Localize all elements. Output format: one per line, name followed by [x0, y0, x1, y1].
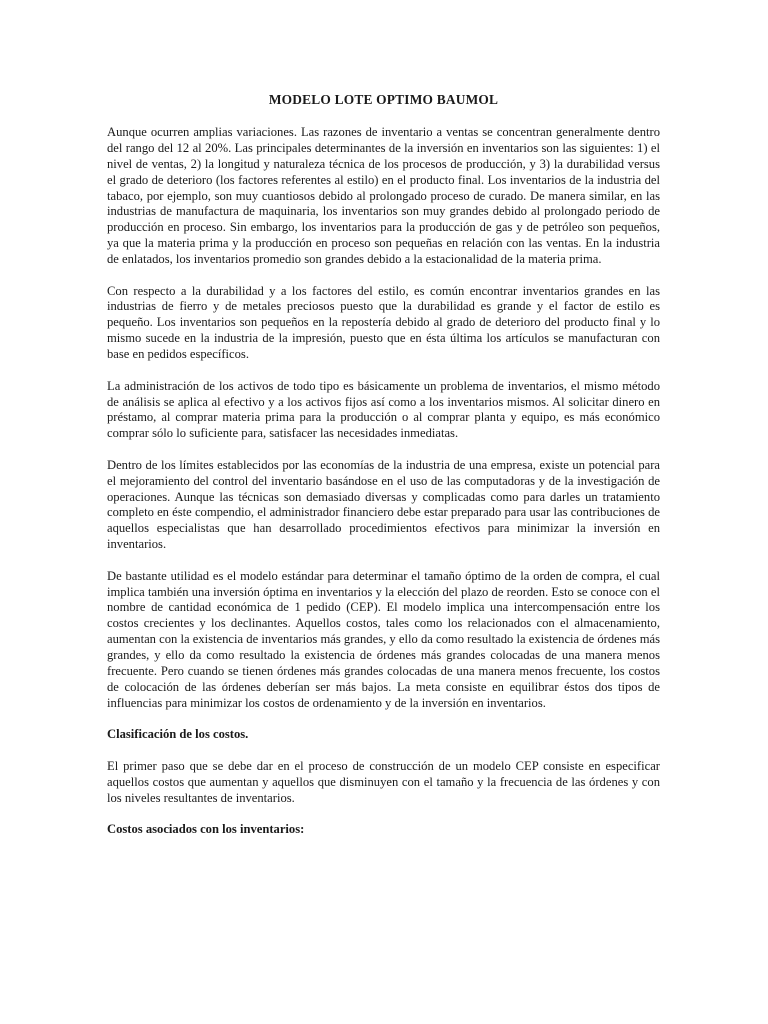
document-title: MODELO LOTE OPTIMO BAUMOL: [268, 92, 499, 107]
paragraph-operations-research: Dentro de los límites establecidos por las economías de la industria de una empresa, existe un potencial para el mejoramiento del control del inventario basándose en el uso de las computadoras y de la investigación de operaciones. Aunque las técnicas son demasiado diversas y complicadas como para darles un tratamiento completo en éste compendio, el administrador financiero debe estar preparado para usar las contribuciones de aquellos especialistas que han desarrollado procedimientos efectivos para minimizar la inversión en inventarios.: [107, 457, 660, 552]
document-page: [107, 92, 660, 853]
heading-inventory-costs: Costos asociados con los inventarios:: [107, 821, 305, 836]
paragraph-inventory-determinants: Aunque ocurren amplias variaciones. Las razones de inventario a ventas se concentran generalmente dentro del rango del 12 al 20%. Las principales determinantes de la inversión en inventarios son las siguientes: 1) el nivel de ventas, 2) la longitud y naturaleza técnica de los procesos de producción, y 3) la durabilidad versus el grado de deterioro (los factores referentes al estilo) en el producto final. Los inventarios de la industria del tabaco, por ejemplo, son muy cuantiosos debido al prolongado proceso de curado. De manera similar, en las industrias de manufactura de maquinaria, los inventarios son muy grandes debido al prolongado periodo de producción en proceso. Sin embargo, los inventarios para la producción de gas y de petróleo son pequeños, ya que la materia prima y la producción en proceso son pequeñas en relación con las ventas. En la industria de enlatados, los inventarios promedio son grandes debido a la estacionalidad de la materia prima.: [107, 124, 660, 267]
heading-cost-classification: Clasificación de los costos.: [107, 727, 249, 742]
paragraph-cep-model: De bastante utilidad es el modelo estándar para determinar el tamaño óptimo de la orden de compra, el cual implica también una inversión óptima en inventarios y la elección del plazo de reorden. Esto se conoce con el nombre de cantidad económica de 1 pedido (CEP). El modelo implica una intercompensación entre los costos crecientes y los declinantes. Aquellos costos, tales como los relacionados con el almacenamiento, aumentan con la existencia de inventarios más grandes, y ello da como resultado la existencia de órdenes más grandes, y ello da como resultado la existencia de órdenes más grandes colocadas de una manera menos frecuente. Pero cuando se tienen órdenes más grandes colocadas de una manera menos frecuente, los costos de colocación de las órdenes deberían ser más bajos. La meta consiste en equilibrar éstos dos tipos de influencias para minimizar los costos de ordenamiento y de la inversión en inventarios.: [107, 568, 660, 710]
paragraph-asset-administration: La administración de los activos de todo tipo es básicamente un problema de inventarios, el mismo método de análisis se aplica al efectivo y a los activos fijos así como a los inventarios mismos. Al solicitar dinero en préstamo, al comprar materia prima para la producción o al comprar planta y equipo, es más económico comprar sólo lo suficiente para, satisfacer las necesidades inmediatas.: [107, 378, 660, 441]
paragraph-durability-style: Con respecto a la durabilidad y a los factores del estilo, es común encontrar inventarios grandes en las industrias de fierro y de metales preciosos puesto que la durabilidad es grande y el factor de estilo es pequeño. Los inventarios son pequeños en la repostería debido al grado de deterioro del producto final y lo mismo sucede en la industria de la impresión, puesto que en ésta última los artículos se manufacturan con base en pedidos específicos.: [107, 283, 660, 362]
paragraph-cep-first-step: El primer paso que se debe dar en el proceso de construcción de un modelo CEP consiste en especificar aquellos costos que aumentan y aquellos que disminuyen con el tamaño y la frecuencia de las órdenes y con los niveles resultantes de inventarios.: [107, 758, 660, 805]
